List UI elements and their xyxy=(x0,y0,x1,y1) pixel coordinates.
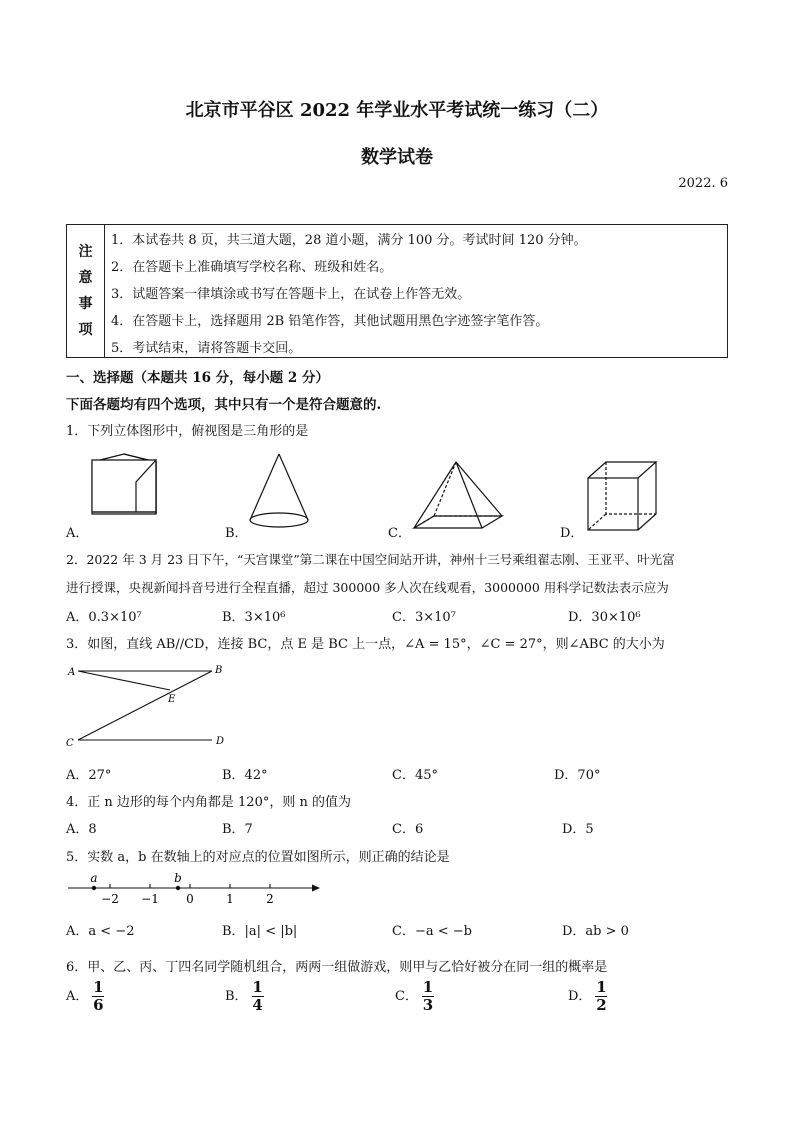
q3-option-b: B．42° xyxy=(222,768,268,783)
line-ae xyxy=(78,671,170,690)
notice-label xyxy=(67,225,105,357)
q5-stem: 5．实数 a，b 在数轴上的对应点的位置如图所示，则正确的结论是 xyxy=(66,850,450,865)
q6-option-b-letter: B． xyxy=(225,989,248,1004)
notice-label-char: 注 xyxy=(78,244,93,260)
notice-label-char: 意 xyxy=(78,270,93,286)
q5-option-d: D．ab > 0 xyxy=(562,924,629,939)
fraction xyxy=(252,980,264,1013)
notice-label-char: 事 xyxy=(78,296,93,312)
q1-figure-pyramid xyxy=(408,458,508,538)
number-line-tick-label: 1 xyxy=(226,892,234,906)
number-line-point-b xyxy=(176,886,180,890)
q6-option-c xyxy=(395,980,434,1013)
q5-option-c: C．−a < −b xyxy=(392,924,472,939)
notice-label-char: 项 xyxy=(78,322,93,338)
q1-figure-cube xyxy=(582,458,672,538)
q3-figure xyxy=(62,660,242,752)
q3-option-c: C．45° xyxy=(392,768,438,783)
exam-date: 2022. 6 xyxy=(678,176,728,191)
q6-option-a xyxy=(66,980,104,1013)
q6-option-d xyxy=(568,980,607,1013)
notice-item: 5．考试结束，请将答题卡交回。 xyxy=(111,341,302,356)
q2-stem-line2: 进行授课，央视新闻抖音号进行全程直播，超过 300000 多人次在线观看，3000000 用科学记数法表示应为 xyxy=(66,580,669,595)
q4-option-a: A．8 xyxy=(66,822,97,837)
q1-option-b: B． xyxy=(225,526,248,541)
q2-option-d: D．30×10⁶ xyxy=(568,610,641,625)
q6-option-a-letter: A． xyxy=(66,989,89,1004)
fraction xyxy=(595,980,607,1013)
label-c: C xyxy=(66,738,74,749)
exam-title: 北京市平谷区 2022 年学业水平考试统一练习（二） xyxy=(185,100,609,121)
notice-box xyxy=(66,224,728,358)
number-line-point-label-a: a xyxy=(90,871,98,885)
number-line-tick-label: 0 xyxy=(186,892,194,906)
q4-option-c: C．6 xyxy=(392,822,424,837)
numerator: 1 xyxy=(93,978,104,996)
q4-stem: 4．正 n 边形的每个内角都是 120°，则 n 的值为 xyxy=(66,795,351,810)
denominator: 2 xyxy=(596,996,607,1014)
q2-stem-line1: 2．2022 年 3 月 23 日下午，“天宫课堂”第二课在中国空间站开讲，神州十三号乘组翟志刚、王亚平、叶光富 xyxy=(66,552,675,567)
q5-option-a: A．a < −2 xyxy=(66,924,135,939)
numerator: 1 xyxy=(422,978,434,996)
q4-option-d: D．5 xyxy=(562,822,594,837)
number-line-tick-label: −2 xyxy=(101,892,119,906)
q5-option-b: B．|a| < |b| xyxy=(222,924,298,939)
q3-stem: 3．如图，直线 AB//CD，连接 BC，点 E 是 BC 上一点，∠A = 15°，∠C = 27°，则∠ABC 的大小为 xyxy=(66,637,665,652)
notice-item: 1．本试卷共 8 页，共三道大题，28 道小题，满分 100 分。考试时间 120 分钟。 xyxy=(111,233,587,248)
denominator: 4 xyxy=(252,996,263,1014)
number-line-tick-label: −1 xyxy=(141,892,159,906)
q1-option-d: D． xyxy=(560,526,584,541)
fraction xyxy=(92,980,104,1013)
notice-item: 4．在答题卡上，选择题用 2B 铅笔作答，其他试题用黑色字迹签字笔作答。 xyxy=(111,314,549,329)
label-a: A xyxy=(68,667,76,678)
fraction xyxy=(422,980,434,1013)
q4-option-b: B．7 xyxy=(222,822,253,837)
label-d: D xyxy=(216,736,225,747)
exam-subtitle: 数学试卷 xyxy=(361,147,433,168)
section-heading: 一、选择题（本题共 16 分，每小题 2 分） xyxy=(66,370,329,386)
q3-option-d: D．70° xyxy=(554,768,601,783)
q3-option-a: A．27° xyxy=(66,768,112,783)
q1-figure-prism-detail xyxy=(86,456,176,526)
notice-item: 2．在答题卡上准确填写学校名称、班级和姓名。 xyxy=(111,260,393,275)
notice-items xyxy=(111,227,723,362)
q6-stem: 6．甲、乙、丙、丁四名同学随机组合，两两一组做游戏，则甲与乙恰好被分在同一组的概率是 xyxy=(66,960,608,975)
q5-number-line xyxy=(64,868,326,908)
q1-stem: 1．下列立体图形中，俯视图是三角形的是 xyxy=(66,424,309,439)
line-bc xyxy=(78,671,212,740)
label-b: B xyxy=(215,665,223,676)
denominator: 3 xyxy=(422,996,434,1014)
q2-option-b: B．3×10⁶ xyxy=(222,610,286,625)
denominator: 6 xyxy=(93,996,104,1014)
q1-figure-cone xyxy=(244,450,314,532)
number-line-tick-label: 2 xyxy=(266,892,274,906)
q1-option-a: A． xyxy=(66,526,89,541)
q2-option-c: C．3×10⁷ xyxy=(392,610,456,625)
numerator: 1 xyxy=(252,978,263,996)
number-line-point-a xyxy=(92,886,96,890)
q6-option-c-letter: C． xyxy=(395,989,418,1004)
q1-option-c: C． xyxy=(388,526,411,541)
numerator: 1 xyxy=(596,978,607,996)
notice-item: 3．试题答案一律填涂或书写在答题卡上，在试卷上作答无效。 xyxy=(111,287,471,302)
section-instruction: 下面各题均有四个选项，其中只有一个是符合题意的. xyxy=(66,397,382,413)
q6-option-d-letter: D． xyxy=(568,989,592,1004)
q6-option-b xyxy=(225,980,264,1013)
label-e: E xyxy=(168,694,176,705)
q2-option-a: A．0.3×10⁷ xyxy=(66,610,142,625)
number-line-point-label-b: b xyxy=(174,871,182,885)
